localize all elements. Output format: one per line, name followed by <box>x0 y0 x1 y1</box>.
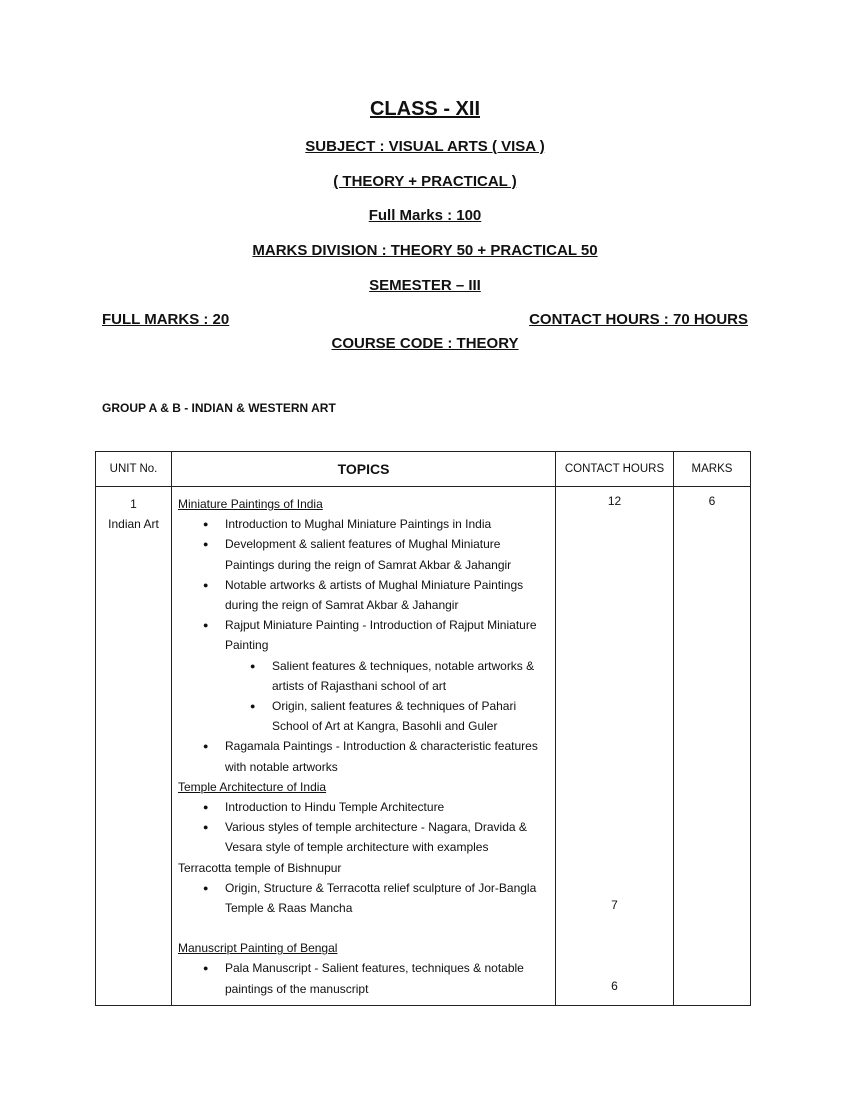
table-row <box>96 487 751 1006</box>
marks-cell <box>674 487 751 1006</box>
list-item <box>225 615 551 736</box>
list-item: ● Introduction to Mughal Miniature Paintings in India <box>225 514 551 534</box>
header-unit-no: UNIT No. <box>96 452 172 487</box>
list-item: ● Salient features & techniques, notable artworks & artists of Rajasthani school of art <box>272 656 551 696</box>
list-item: ● Origin, salient features & techniques of Pahari School of Art at Kangra, Basohli and Guler <box>272 696 551 736</box>
unit-number: 1 <box>130 497 137 511</box>
manuscript-list <box>178 958 551 998</box>
marks-division-heading: MARKS DIVISION : THEORY 50 + PRACTICAL 50 <box>252 242 598 259</box>
temple-list <box>178 797 551 858</box>
semester-heading: SEMESTER – III <box>369 277 481 294</box>
full-marks-heading: Full Marks : 100 <box>368 207 482 224</box>
header-marks: MARKS <box>674 452 751 487</box>
theory-practical-heading: ( THEORY + PRACTICAL ) <box>333 173 517 190</box>
unit-cell <box>96 487 172 1006</box>
terracotta-list <box>178 878 551 918</box>
hours-terracotta: 7 <box>611 898 618 912</box>
course-code-heading: COURSE CODE : THEORY <box>331 335 519 352</box>
section-title-temple: Temple Architecture of India <box>178 779 327 794</box>
table-header-row <box>96 452 751 487</box>
subject-heading: SUBJECT : VISUAL ARTS ( VISA ) <box>305 138 545 155</box>
list-item: ● Introduction to Hindu Temple Architecture <box>225 797 551 817</box>
header-contact-hours: CONTACT HOURS <box>556 452 674 487</box>
syllabus-table <box>95 451 751 1006</box>
section-title-miniature: Miniature Paintings of India <box>178 497 323 511</box>
miniature-list <box>178 514 551 777</box>
list-item: ● Origin, Structure & Terracotta relief sculpture of Jor-Bangla Temple & Raas Mancha <box>225 878 551 918</box>
list-item: ● Notable artworks & artists of Mughal Miniature Paintings during the reign of Samrat Akbar & Jahangir <box>225 575 551 615</box>
hours-manuscript: 6 <box>611 979 618 993</box>
list-item: ● Ragamala Paintings - Introduction & characteristic features with notable artworks <box>225 736 551 776</box>
hours-cell <box>556 487 674 1006</box>
section-title-terracotta: Terracotta temple of Bishnupur <box>178 860 342 875</box>
list-item-text: Rajput Miniature Painting - Introduction of Rajput Miniature Painting <box>225 618 537 653</box>
topics-cell <box>172 487 556 1006</box>
section-title-manuscript: Manuscript Painting of Bengal <box>178 941 338 956</box>
list-item: ● Development & salient features of Mughal Miniature Paintings during the reign of Samrat Akbar & Jahangir <box>225 534 551 574</box>
group-label: GROUP A & B - INDIAN & WESTERN ART <box>102 401 336 415</box>
list-item: ● Various styles of temple architecture - Nagara, Dravida & Vesara style of temple architecture with examples <box>225 817 551 857</box>
list-item: ● Pala Manuscript - Salient features, techniques & notable paintings of the manuscript <box>225 958 551 998</box>
unit-marks: 6 <box>708 494 716 508</box>
rajput-sub-list <box>225 656 551 737</box>
semester-full-marks: FULL MARKS : 20 <box>102 311 230 328</box>
header-topics: TOPICS <box>172 452 556 487</box>
hours-miniature: 12 <box>607 494 622 508</box>
page-title: CLASS - XII <box>369 98 480 120</box>
contact-hours-total: CONTACT HOURS : 70 HOURS <box>529 311 748 328</box>
unit-name: Indian Art <box>108 517 159 532</box>
